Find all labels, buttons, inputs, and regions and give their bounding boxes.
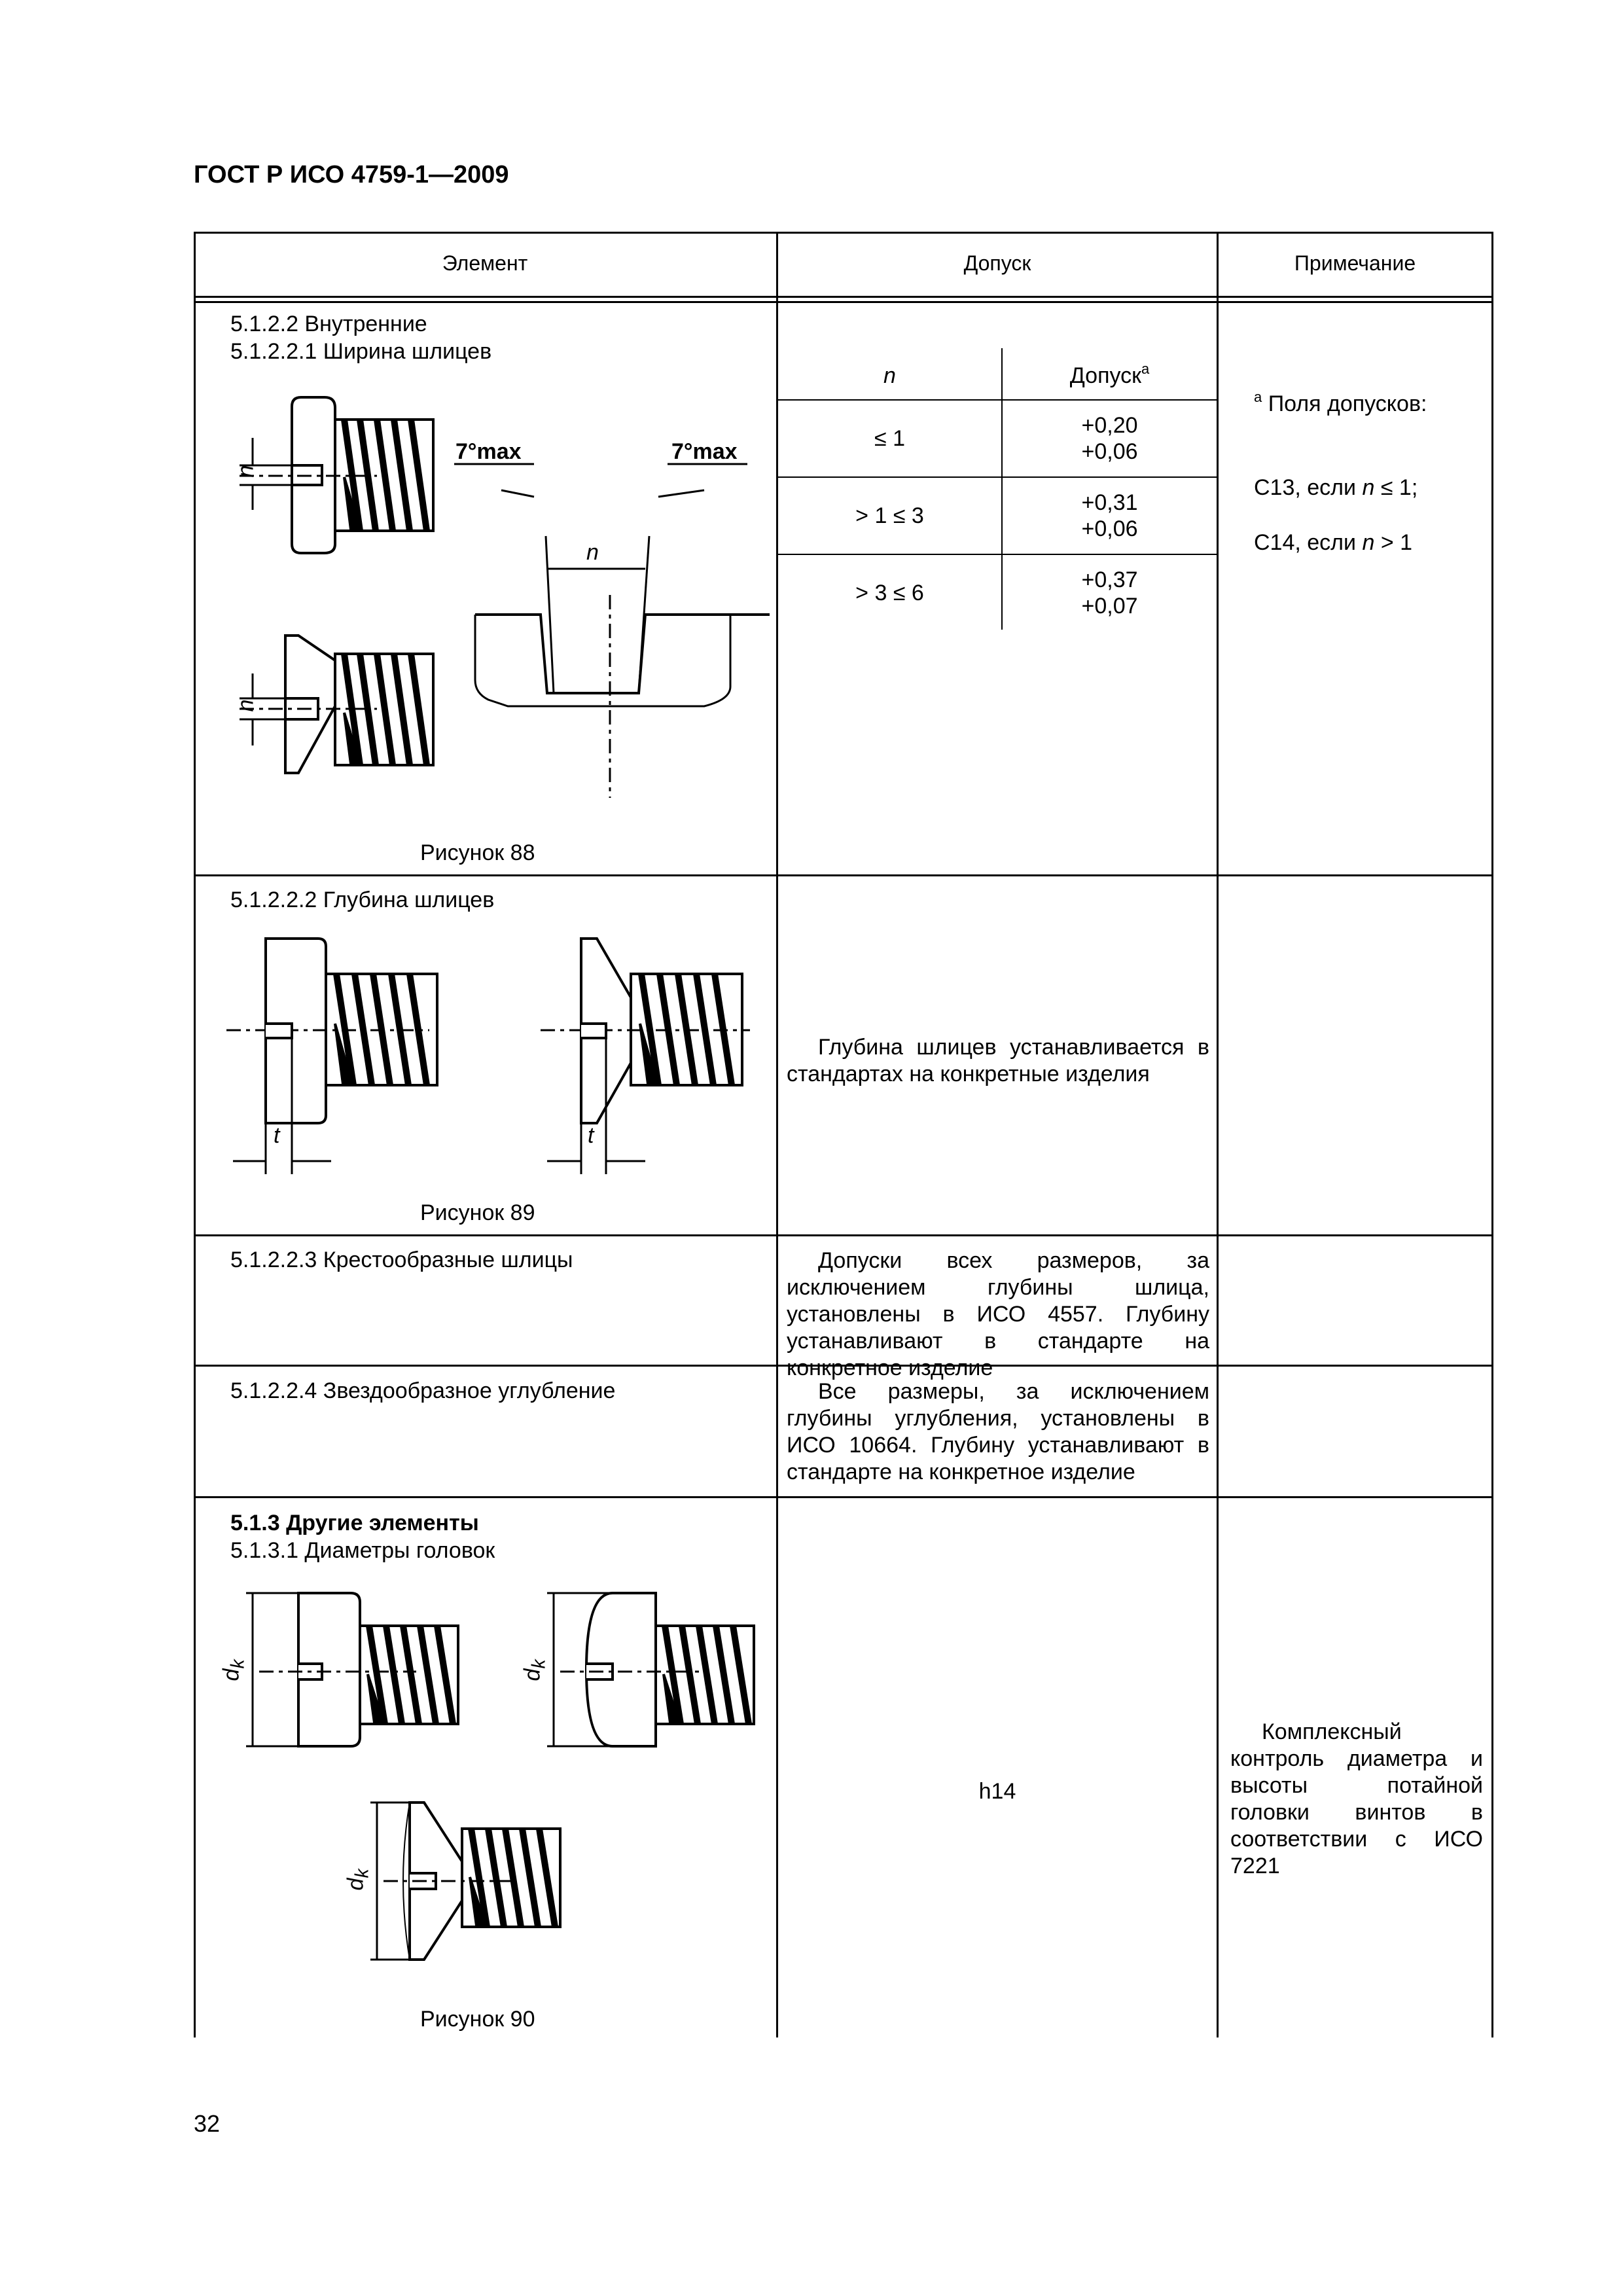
fig90-label-d-2: d — [520, 1668, 545, 1681]
subtable-header-n: n — [883, 363, 896, 388]
subtable-line-1 — [778, 399, 1217, 401]
subtable-header-tolerance-sup: a — [1141, 361, 1150, 377]
row3-tolerance: Допуски всех размеров, за исключением глубины шлица, установлены в ИСО 4557. Глубину устанавливают в стандарте на конкретное изделие — [787, 1248, 1209, 1380]
fig88-label-n-bottom: n — [233, 699, 259, 712]
note-c13 — [1254, 474, 1418, 501]
row5-heading: 5.1.3 Другие элементы — [230, 1511, 479, 1535]
fig90-label-k-3: k — [351, 1869, 373, 1878]
subtable-row1-upper: +0,20 — [1081, 413, 1138, 438]
page-number: 32 — [194, 2110, 221, 2137]
col-header-tolerance: Допуск — [963, 251, 1031, 275]
table-divider-2 — [1217, 232, 1219, 2037]
table-border-left — [194, 232, 196, 2037]
row1-heading-1: 5.1.2.2 Внутренние — [230, 312, 427, 336]
note-c13-n: n — [1362, 475, 1375, 500]
row4-heading: 5.1.2.2.4 Звездообразное углубление — [230, 1378, 616, 1403]
note-line1: Поля допусков: — [1268, 391, 1427, 416]
fig90-label-k-1: k — [227, 1659, 249, 1669]
subtable-line-2 — [778, 476, 1217, 478]
subtable-line-3 — [778, 554, 1217, 555]
fig90-label-dk-3 — [342, 1869, 376, 1890]
header-line-2 — [194, 301, 1493, 303]
fig90-label-dk-1 — [218, 1659, 252, 1681]
note-c13-a: C13, если — [1254, 475, 1363, 500]
row2-tolerance: Глубина шлицев устанавливается в стандартах на конкретные изделия — [787, 1035, 1209, 1086]
row-divider-4 — [194, 1496, 1493, 1498]
note-c14-c: > 1 — [1374, 530, 1413, 555]
document-title: ГОСТ Р ИСО 4759-1—2009 — [194, 161, 509, 188]
figure-89-caption: Рисунок 89 — [420, 1200, 535, 1225]
subtable-row1-n: ≤ 1 — [874, 426, 905, 451]
subtable-header-tolerance-text: Допуск — [1069, 363, 1141, 388]
row5-subheading: 5.1.3.1 Диаметры головок — [230, 1538, 495, 1563]
figure-89-slot-depth — [220, 925, 770, 1187]
row5-note: Комплексный контроль диаметра и высоты потайной головки винтов в соответствии с ИСО 7221 — [1230, 1719, 1483, 1878]
fig90-label-k-2: k — [528, 1659, 550, 1669]
fig88-label-n-slot: n — [586, 540, 599, 565]
row-divider-1 — [194, 874, 1493, 876]
subtable-row3-lower: +0,07 — [1081, 594, 1138, 619]
note-c14-a: C14, если — [1254, 530, 1363, 555]
note-c14-n: n — [1362, 530, 1375, 555]
note-tolerance-fields — [1254, 390, 1427, 418]
row-divider-2 — [194, 1234, 1493, 1236]
note-c14 — [1254, 529, 1412, 556]
table-border-right — [1491, 232, 1493, 2037]
fig90-label-d-3: d — [343, 1878, 368, 1891]
header-line-1 — [194, 296, 1493, 298]
figure-88-caption: Рисунок 88 — [420, 840, 535, 865]
fig90-label-dk-2 — [519, 1659, 553, 1681]
note-c13-c: ≤ 1; — [1374, 475, 1418, 500]
fig88-label-angle-right: 7°max — [671, 439, 738, 464]
fig90-label-d-1: d — [219, 1668, 244, 1681]
subtable-row1-lower: +0,06 — [1081, 439, 1138, 464]
row4-tolerance: Все размеры, за исключением глубины углубления, установлены в ИСО 10664. Глубину устанавливают в стандарте на конкретное изделие — [787, 1379, 1209, 1484]
figure-90-caption: Рисунок 90 — [420, 2007, 535, 2032]
row1-heading-2: 5.1.2.2.1 Ширина шлицев — [230, 339, 492, 364]
subtable-row2-lower: +0,06 — [1081, 516, 1138, 541]
col-header-note: Примечание — [1294, 251, 1416, 275]
note-sup: a — [1254, 389, 1262, 405]
subtable-row2-n: > 1 ≤ 3 — [855, 503, 924, 528]
row2-heading: 5.1.2.2.2 Глубина шлицев — [230, 888, 495, 912]
fig88-label-n-top: n — [233, 465, 259, 478]
fig89-label-t-right: t — [588, 1123, 594, 1148]
figure-88-screw-slot-width — [220, 379, 770, 811]
table-border-top — [194, 232, 1493, 234]
subtable-row3-upper: +0,37 — [1081, 567, 1138, 592]
figure-90-head-diameters — [220, 1580, 770, 1999]
main-table — [194, 232, 1493, 2037]
row5-tolerance: h14 — [978, 1779, 1016, 1804]
fig88-label-angle-left: 7°max — [455, 439, 522, 464]
subtable-row2-upper: +0,31 — [1081, 490, 1138, 515]
subtable-header-tolerance — [1003, 363, 1217, 389]
fig89-label-t-left: t — [274, 1123, 280, 1148]
col-header-element: Элемент — [442, 251, 528, 275]
subtable-row3-n: > 3 ≤ 6 — [855, 581, 924, 605]
row3-heading: 5.1.2.2.3 Крестообразные шлицы — [230, 1247, 573, 1272]
